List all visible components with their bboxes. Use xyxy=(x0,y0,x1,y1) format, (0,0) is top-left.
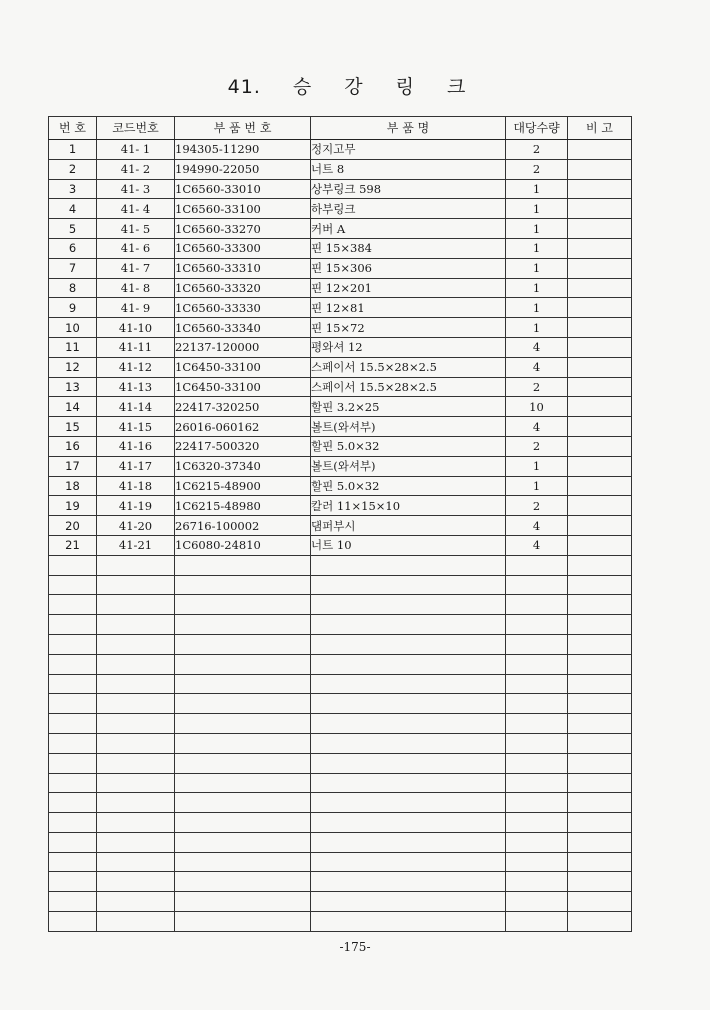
part-number-cell: 22417-320250 xyxy=(175,397,311,417)
table-row xyxy=(49,516,632,536)
quantity-cell: 4 xyxy=(506,357,568,377)
header-part-number: 부 품 번 호 xyxy=(175,117,311,140)
part-name-cell: 댐퍼부시 xyxy=(311,516,506,536)
quantity-cell: 10 xyxy=(506,397,568,417)
part-number-cell xyxy=(175,872,311,892)
row-number-cell xyxy=(49,793,97,813)
row-number-cell xyxy=(49,634,97,654)
code-number-cell: 41-17 xyxy=(97,456,175,476)
part-number-cell: 1C6560-33330 xyxy=(175,298,311,318)
part-number-cell: 1C6560-33340 xyxy=(175,318,311,338)
part-number-cell xyxy=(175,733,311,753)
table-row xyxy=(49,337,632,357)
page-number: -175- xyxy=(339,940,371,954)
table-row xyxy=(49,813,632,833)
table-row xyxy=(49,694,632,714)
quantity-cell xyxy=(506,714,568,734)
table-row xyxy=(49,852,632,872)
row-number-cell: 17 xyxy=(49,456,97,476)
remarks-cell xyxy=(568,595,632,615)
part-number-cell xyxy=(175,892,311,912)
table-row xyxy=(49,298,632,318)
remarks-cell xyxy=(568,674,632,694)
remarks-cell xyxy=(568,773,632,793)
code-number-cell: 41-21 xyxy=(97,535,175,555)
code-number-cell: 41- 2 xyxy=(97,159,175,179)
remarks-cell xyxy=(568,476,632,496)
remarks-cell xyxy=(568,555,632,575)
code-number-cell xyxy=(97,793,175,813)
remarks-cell xyxy=(568,694,632,714)
quantity-cell xyxy=(506,575,568,595)
remarks-cell xyxy=(568,337,632,357)
part-name-cell: 커버 A xyxy=(311,219,506,239)
table-row xyxy=(49,199,632,219)
row-number-cell xyxy=(49,595,97,615)
part-number-cell xyxy=(175,555,311,575)
code-number-cell: 41-16 xyxy=(97,436,175,456)
code-number-cell xyxy=(97,575,175,595)
part-name-cell: 상부링크 598 xyxy=(311,179,506,199)
remarks-cell xyxy=(568,654,632,674)
table-row xyxy=(49,397,632,417)
quantity-cell xyxy=(506,753,568,773)
row-number-cell xyxy=(49,694,97,714)
part-number-cell xyxy=(175,654,311,674)
remarks-cell xyxy=(568,615,632,635)
part-name-cell xyxy=(311,892,506,912)
quantity-cell: 1 xyxy=(506,456,568,476)
part-name-cell xyxy=(311,555,506,575)
quantity-cell: 4 xyxy=(506,337,568,357)
code-number-cell: 41-10 xyxy=(97,318,175,338)
part-name-cell xyxy=(311,813,506,833)
header-no: 번 호 xyxy=(49,117,97,140)
remarks-cell xyxy=(568,456,632,476)
table-row xyxy=(49,555,632,575)
part-name-cell: 평와셔 12 xyxy=(311,337,506,357)
quantity-cell xyxy=(506,872,568,892)
table-row xyxy=(49,258,632,278)
quantity-cell: 4 xyxy=(506,516,568,536)
quantity-cell: 1 xyxy=(506,258,568,278)
quantity-cell xyxy=(506,793,568,813)
row-number-cell: 15 xyxy=(49,417,97,437)
table-row xyxy=(49,496,632,516)
table-row xyxy=(49,912,632,932)
quantity-cell: 2 xyxy=(506,436,568,456)
part-number-cell: 22137-120000 xyxy=(175,337,311,357)
row-number-cell: 7 xyxy=(49,258,97,278)
table-row xyxy=(49,872,632,892)
quantity-cell: 2 xyxy=(506,159,568,179)
remarks-cell xyxy=(568,219,632,239)
part-name-cell xyxy=(311,595,506,615)
table-row xyxy=(49,417,632,437)
code-number-cell: 41-18 xyxy=(97,476,175,496)
remarks-cell xyxy=(568,140,632,160)
code-number-cell xyxy=(97,892,175,912)
remarks-cell xyxy=(568,753,632,773)
remarks-cell xyxy=(568,575,632,595)
code-number-cell xyxy=(97,832,175,852)
part-number-cell: 1C6215-48980 xyxy=(175,496,311,516)
part-name-cell xyxy=(311,773,506,793)
table-row xyxy=(49,238,632,258)
remarks-cell xyxy=(568,298,632,318)
row-number-cell: 16 xyxy=(49,436,97,456)
part-name-cell xyxy=(311,912,506,932)
code-number-cell: 41- 7 xyxy=(97,258,175,278)
remarks-cell xyxy=(568,813,632,833)
code-number-cell xyxy=(97,714,175,734)
quantity-cell: 1 xyxy=(506,476,568,496)
row-number-cell: 21 xyxy=(49,535,97,555)
part-name-cell xyxy=(311,674,506,694)
table-row xyxy=(49,634,632,654)
part-name-cell: 스페이서 15.5×28×2.5 xyxy=(311,357,506,377)
quantity-cell: 2 xyxy=(506,496,568,516)
part-number-cell xyxy=(175,615,311,635)
quantity-cell: 2 xyxy=(506,140,568,160)
table-row xyxy=(49,733,632,753)
remarks-cell xyxy=(568,278,632,298)
part-number-cell xyxy=(175,714,311,734)
table-row xyxy=(49,377,632,397)
code-number-cell xyxy=(97,595,175,615)
remarks-cell xyxy=(568,357,632,377)
code-number-cell: 41-11 xyxy=(97,337,175,357)
row-number-cell: 12 xyxy=(49,357,97,377)
code-number-cell xyxy=(97,852,175,872)
remarks-cell xyxy=(568,436,632,456)
part-number-cell: 194305-11290 xyxy=(175,140,311,160)
part-number-cell xyxy=(175,832,311,852)
part-number-cell: 1C6450-33100 xyxy=(175,377,311,397)
row-number-cell: 19 xyxy=(49,496,97,516)
part-number-cell: 1C6560-33310 xyxy=(175,258,311,278)
table-row xyxy=(49,179,632,199)
remarks-cell xyxy=(568,496,632,516)
quantity-cell: 1 xyxy=(506,298,568,318)
remarks-cell xyxy=(568,714,632,734)
table-header-row xyxy=(49,117,632,140)
table-row xyxy=(49,476,632,496)
row-number-cell xyxy=(49,575,97,595)
quantity-cell xyxy=(506,674,568,694)
part-number-cell xyxy=(175,753,311,773)
row-number-cell xyxy=(49,555,97,575)
title-char: 강 xyxy=(344,76,364,98)
quantity-cell: 4 xyxy=(506,535,568,555)
quantity-cell: 1 xyxy=(506,238,568,258)
quantity-cell xyxy=(506,892,568,912)
header-quantity: 대당수량 xyxy=(506,117,568,140)
code-number-cell xyxy=(97,773,175,793)
quantity-cell xyxy=(506,852,568,872)
remarks-cell xyxy=(568,377,632,397)
part-name-cell xyxy=(311,615,506,635)
header-remarks: 비 고 xyxy=(568,117,632,140)
code-number-cell xyxy=(97,674,175,694)
remarks-cell xyxy=(568,159,632,179)
part-name-cell: 핀 15×72 xyxy=(311,318,506,338)
code-number-cell xyxy=(97,753,175,773)
part-name-cell xyxy=(311,654,506,674)
remarks-cell xyxy=(568,793,632,813)
code-number-cell xyxy=(97,654,175,674)
row-number-cell xyxy=(49,892,97,912)
quantity-cell xyxy=(506,555,568,575)
row-number-cell: 14 xyxy=(49,397,97,417)
table-row xyxy=(49,753,632,773)
part-name-cell xyxy=(311,872,506,892)
table-row xyxy=(49,575,632,595)
part-number-cell: 194990-22050 xyxy=(175,159,311,179)
code-number-cell xyxy=(97,813,175,833)
page-title xyxy=(0,72,710,99)
code-number-cell: 41- 1 xyxy=(97,140,175,160)
part-name-cell: 스페이서 15.5×28×2.5 xyxy=(311,377,506,397)
part-name-cell: 핀 15×306 xyxy=(311,258,506,278)
part-number-cell xyxy=(175,773,311,793)
part-name-cell: 너트 10 xyxy=(311,535,506,555)
table-row xyxy=(49,357,632,377)
table-row xyxy=(49,595,632,615)
part-number-cell xyxy=(175,575,311,595)
part-number-cell: 1C6215-48900 xyxy=(175,476,311,496)
row-number-cell xyxy=(49,753,97,773)
quantity-cell xyxy=(506,654,568,674)
quantity-cell: 1 xyxy=(506,179,568,199)
quantity-cell xyxy=(506,813,568,833)
part-name-cell xyxy=(311,793,506,813)
part-name-cell: 할핀 3.2×25 xyxy=(311,397,506,417)
part-name-cell: 하부링크 xyxy=(311,199,506,219)
remarks-cell xyxy=(568,535,632,555)
remarks-cell xyxy=(568,634,632,654)
code-number-cell: 41- 5 xyxy=(97,219,175,239)
title-char: 링 xyxy=(395,76,415,98)
quantity-cell: 2 xyxy=(506,377,568,397)
row-number-cell xyxy=(49,872,97,892)
quantity-cell xyxy=(506,912,568,932)
code-number-cell xyxy=(97,634,175,654)
header-part-name: 부 품 명 xyxy=(311,117,506,140)
part-name-cell: 핀 12×201 xyxy=(311,278,506,298)
part-name-cell: 핀 15×384 xyxy=(311,238,506,258)
row-number-cell: 9 xyxy=(49,298,97,318)
title-char: 크 xyxy=(446,76,467,98)
part-number-cell xyxy=(175,674,311,694)
row-number-cell xyxy=(49,714,97,734)
table-row xyxy=(49,219,632,239)
row-number-cell xyxy=(49,813,97,833)
part-name-cell: 핀 12×81 xyxy=(311,298,506,318)
code-number-cell: 41-20 xyxy=(97,516,175,536)
part-name-cell: 칼러 11×15×10 xyxy=(311,496,506,516)
table-row xyxy=(49,278,632,298)
row-number-cell: 1 xyxy=(49,140,97,160)
row-number-cell xyxy=(49,912,97,932)
part-name-cell: 너트 8 xyxy=(311,159,506,179)
code-number-cell xyxy=(97,733,175,753)
row-number-cell: 2 xyxy=(49,159,97,179)
part-name-cell xyxy=(311,634,506,654)
code-number-cell: 41- 4 xyxy=(97,199,175,219)
remarks-cell xyxy=(568,733,632,753)
row-number-cell xyxy=(49,733,97,753)
code-number-cell: 41-13 xyxy=(97,377,175,397)
table-row xyxy=(49,714,632,734)
row-number-cell: 3 xyxy=(49,179,97,199)
table-row xyxy=(49,615,632,635)
quantity-cell xyxy=(506,773,568,793)
code-number-cell: 41-14 xyxy=(97,397,175,417)
quantity-cell: 4 xyxy=(506,417,568,437)
part-name-cell xyxy=(311,733,506,753)
code-number-cell: 41-19 xyxy=(97,496,175,516)
remarks-cell xyxy=(568,179,632,199)
table-row xyxy=(49,318,632,338)
part-name-cell: 할핀 5.0×32 xyxy=(311,436,506,456)
remarks-cell xyxy=(568,516,632,536)
part-number-cell: 1C6560-33100 xyxy=(175,199,311,219)
quantity-cell: 1 xyxy=(506,199,568,219)
quantity-cell: 1 xyxy=(506,318,568,338)
table-row xyxy=(49,140,632,160)
part-number-cell: 1C6080-24810 xyxy=(175,535,311,555)
remarks-cell xyxy=(568,238,632,258)
code-number-cell xyxy=(97,615,175,635)
table-row xyxy=(49,793,632,813)
part-number-cell: 1C6450-33100 xyxy=(175,357,311,377)
part-number-cell xyxy=(175,852,311,872)
row-number-cell xyxy=(49,674,97,694)
part-number-cell: 1C6560-33010 xyxy=(175,179,311,199)
part-number-cell: 1C6560-33320 xyxy=(175,278,311,298)
part-name-cell xyxy=(311,694,506,714)
remarks-cell xyxy=(568,397,632,417)
part-name-cell xyxy=(311,575,506,595)
row-number-cell: 20 xyxy=(49,516,97,536)
remarks-cell xyxy=(568,199,632,219)
row-number-cell: 13 xyxy=(49,377,97,397)
remarks-cell xyxy=(568,258,632,278)
part-name-cell xyxy=(311,832,506,852)
code-number-cell: 41- 8 xyxy=(97,278,175,298)
quantity-cell xyxy=(506,595,568,615)
parts-table xyxy=(48,116,632,932)
part-number-cell xyxy=(175,813,311,833)
code-number-cell: 41-12 xyxy=(97,357,175,377)
remarks-cell xyxy=(568,872,632,892)
part-name-cell: 할핀 5.0×32 xyxy=(311,476,506,496)
remarks-cell xyxy=(568,852,632,872)
table-row xyxy=(49,159,632,179)
row-number-cell xyxy=(49,615,97,635)
part-name-cell xyxy=(311,753,506,773)
part-number-cell xyxy=(175,912,311,932)
part-number-cell: 22417-500320 xyxy=(175,436,311,456)
quantity-cell xyxy=(506,615,568,635)
row-number-cell xyxy=(49,832,97,852)
code-number-cell: 41- 3 xyxy=(97,179,175,199)
row-number-cell: 10 xyxy=(49,318,97,338)
part-number-cell: 1C6320-37340 xyxy=(175,456,311,476)
part-number-cell xyxy=(175,793,311,813)
code-number-cell xyxy=(97,694,175,714)
row-number-cell: 4 xyxy=(49,199,97,219)
remarks-cell xyxy=(568,832,632,852)
row-number-cell xyxy=(49,654,97,674)
part-number-cell xyxy=(175,634,311,654)
code-number-cell xyxy=(97,555,175,575)
part-number-cell xyxy=(175,694,311,714)
part-name-cell: 정지고무 xyxy=(311,140,506,160)
title-number: 41. xyxy=(227,76,261,98)
code-number-cell: 41-15 xyxy=(97,417,175,437)
row-number-cell xyxy=(49,773,97,793)
code-number-cell: 41- 9 xyxy=(97,298,175,318)
code-number-cell xyxy=(97,872,175,892)
code-number-cell xyxy=(97,912,175,932)
quantity-cell: 1 xyxy=(506,278,568,298)
table-row xyxy=(49,436,632,456)
table-row xyxy=(49,892,632,912)
code-number-cell: 41- 6 xyxy=(97,238,175,258)
row-number-cell: 11 xyxy=(49,337,97,357)
table-row xyxy=(49,674,632,694)
row-number-cell: 8 xyxy=(49,278,97,298)
part-name-cell: 볼트(와셔부) xyxy=(311,417,506,437)
part-number-cell: 1C6560-33270 xyxy=(175,219,311,239)
table-row xyxy=(49,535,632,555)
table-row xyxy=(49,773,632,793)
table-row xyxy=(49,832,632,852)
part-number-cell: 26016-060162 xyxy=(175,417,311,437)
remarks-cell xyxy=(568,417,632,437)
remarks-cell xyxy=(568,892,632,912)
quantity-cell xyxy=(506,832,568,852)
header-code: 코드번호 xyxy=(97,117,175,140)
row-number-cell xyxy=(49,852,97,872)
row-number-cell: 6 xyxy=(49,238,97,258)
table-row xyxy=(49,654,632,674)
row-number-cell: 18 xyxy=(49,476,97,496)
part-name-cell xyxy=(311,714,506,734)
part-name-cell xyxy=(311,852,506,872)
part-number-cell xyxy=(175,595,311,615)
remarks-cell xyxy=(568,912,632,932)
part-name-cell: 볼트(와셔부) xyxy=(311,456,506,476)
remarks-cell xyxy=(568,318,632,338)
part-number-cell: 1C6560-33300 xyxy=(175,238,311,258)
title-char: 승 xyxy=(292,76,313,98)
row-number-cell: 5 xyxy=(49,219,97,239)
quantity-cell xyxy=(506,733,568,753)
table-row xyxy=(49,456,632,476)
quantity-cell xyxy=(506,634,568,654)
quantity-cell: 1 xyxy=(506,219,568,239)
quantity-cell xyxy=(506,694,568,714)
part-number-cell: 26716-100002 xyxy=(175,516,311,536)
